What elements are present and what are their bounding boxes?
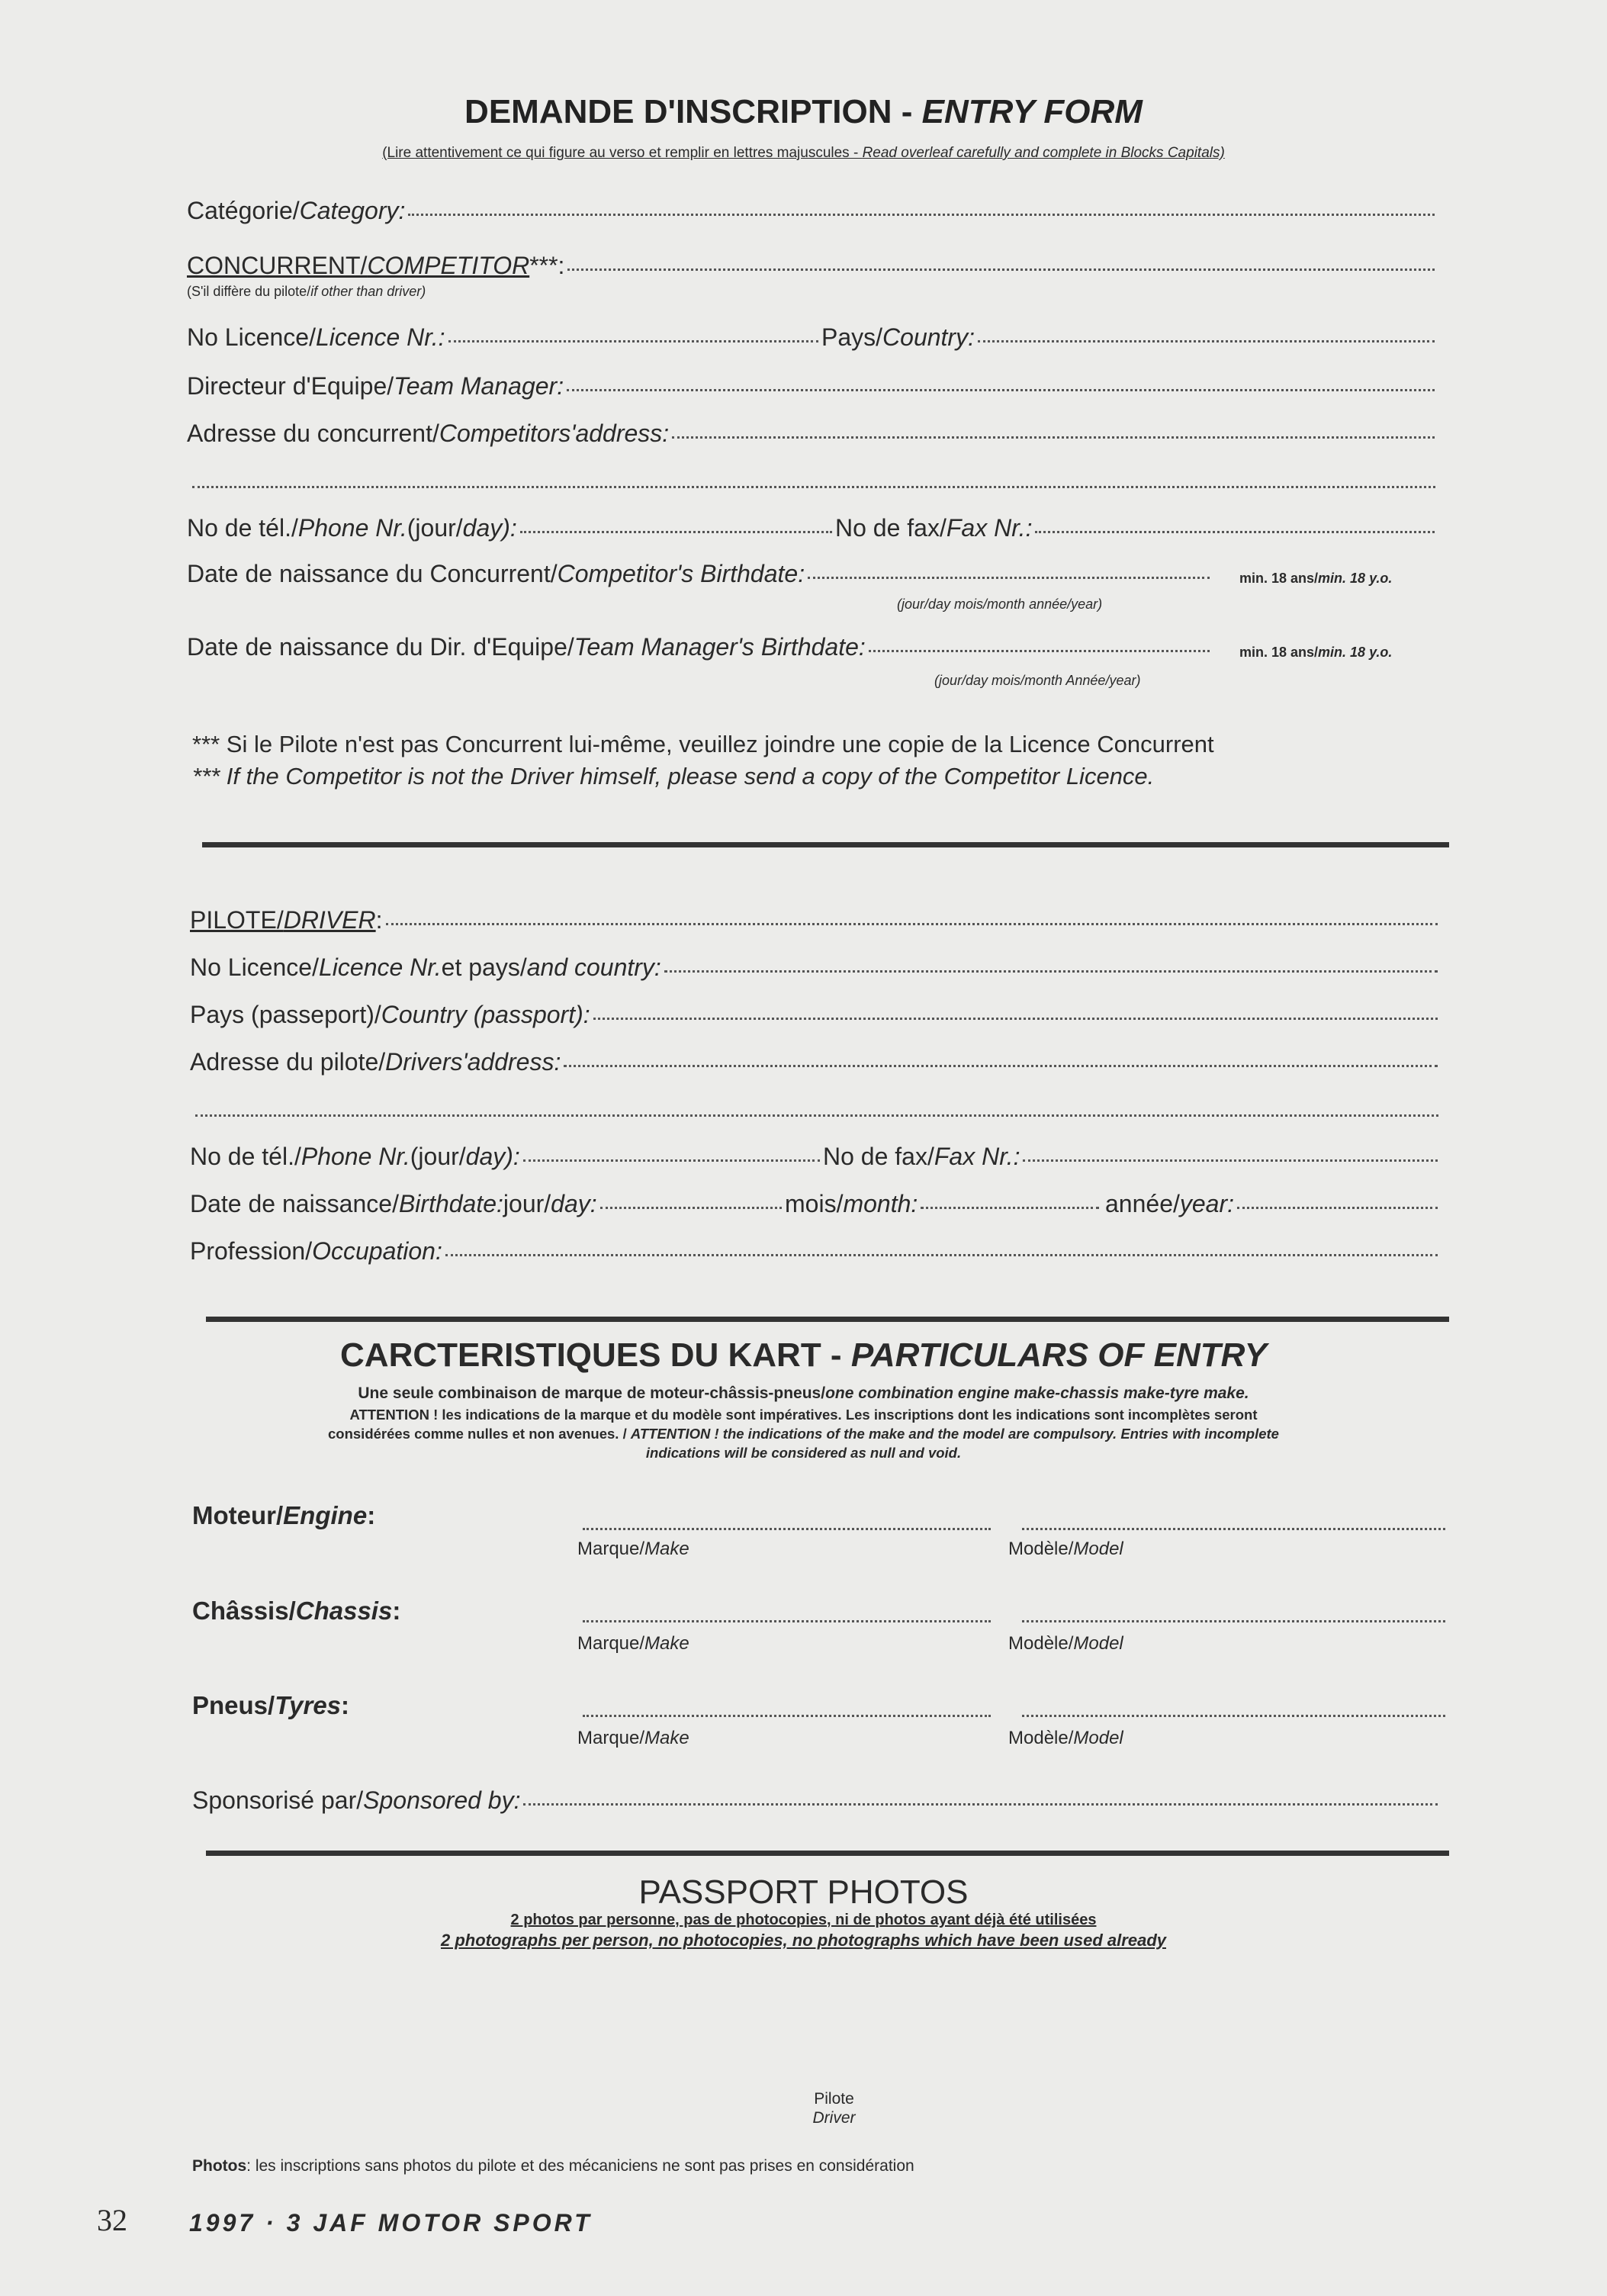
photos-footnote: Photos: les inscriptions sans photos du pilote et des mécaniciens ne sont pas prises en considération	[192, 2157, 914, 2175]
tyres-model-caption: Modèle/Model	[1008, 1728, 1123, 1748]
sponsor-field[interactable]: Sponsorisé par/ Sponsored by:	[192, 1786, 1441, 1815]
competitor-birthdate-input-line[interactable]	[808, 577, 1210, 579]
driver-passport-input-line[interactable]	[593, 1018, 1438, 1020]
chassis-label: Châssis/Chassis:	[192, 1597, 401, 1625]
competitor-address-field[interactable]: Adresse du concurrent/ Competitors'address:	[187, 420, 1438, 448]
manager-birthdate-input-line[interactable]	[869, 650, 1210, 652]
competitor-country-field[interactable]: Pays/ Country:	[821, 323, 1438, 352]
driver-field[interactable]: PILOTE/DRIVER :	[190, 906, 1441, 934]
competitor-licence-field[interactable]: No Licence/ Licence Nr.:	[187, 323, 821, 352]
competitor-phone-field[interactable]: No de tél./ Phone Nr. (jour/ day):	[187, 514, 835, 542]
driver-address-field[interactable]: Adresse du pilote/ Drivers'address:	[190, 1048, 1441, 1076]
chassis-model-input-line[interactable]	[1022, 1620, 1445, 1622]
page-number: 32	[97, 2203, 127, 2237]
kart-rule-line4: indications will be considered as null and void.	[645, 1445, 962, 1461]
competitor-fax-field[interactable]: No de fax/ Fax Nr.:	[835, 514, 1438, 542]
form-title	[0, 93, 1607, 131]
team-manager-input-line[interactable]	[567, 389, 1435, 391]
competitor-input-line[interactable]	[567, 269, 1435, 271]
driver-birthdate-year-field[interactable]: année/ year:	[1105, 1190, 1441, 1218]
competitor-country-input-line[interactable]	[978, 340, 1435, 342]
competitor-fax-input-line[interactable]	[1035, 531, 1435, 533]
competitor-licence-note-fr: *** Si le Pilote n'est pas Concurrent lui-même, veuillez joindre une copie de la Licence Concurrent	[192, 731, 1214, 757]
team-manager-field[interactable]: Directeur d'Equipe/ Team Manager:	[187, 372, 1438, 400]
kart-heading: CARCTERISTIQUES DU KART - PARTICULARS OF ENTRY	[340, 1336, 1267, 1374]
driver-fax-input-line[interactable]	[1023, 1159, 1438, 1162]
competitor-heading: CONCURRENT/COMPETITOR	[187, 252, 530, 279]
engine-make-input-line[interactable]	[583, 1528, 991, 1530]
competitor-birthdate-field[interactable]: Date de naissance du Concurrent/ Competitor's Birthdate:	[187, 560, 1213, 588]
driver-birth-day-input-line[interactable]	[600, 1207, 782, 1209]
competitor-licence-note-en: *** If the Competitor is not the Driver himself, please send a copy of the Competitor Licence.	[192, 763, 1155, 789]
driver-occupation-field[interactable]: Profession/ Occupation:	[190, 1237, 1441, 1265]
competitor-min-age: min. 18 ans/min. 18 y.o.	[1239, 571, 1393, 586]
divider-2	[206, 1317, 1449, 1322]
photo-pilot-label: Pilote	[814, 2090, 854, 2108]
competitor-field[interactable]: CONCURRENT/COMPETITOR ***:	[187, 252, 1438, 280]
manager-min-age: min. 18 ans/min. 18 y.o.	[1239, 645, 1393, 660]
driver-fax-field[interactable]: No de fax/ Fax Nr.:	[823, 1143, 1441, 1171]
divider-3	[206, 1851, 1449, 1856]
competitor-address-input-line[interactable]	[672, 436, 1435, 439]
kart-rule-line2: ATTENTION ! les indications de la marque et du modèle sont impératives. Les inscriptions dont les indications sont incomplètes seront	[349, 1407, 1258, 1423]
competitor-date-format: (jour/day mois/month année/year)	[897, 597, 1103, 612]
driver-licence-input-line[interactable]	[664, 970, 1438, 973]
engine-label: Moteur/Engine:	[192, 1501, 376, 1529]
tyres-make-input-line[interactable]	[583, 1715, 991, 1717]
photos-rule-fr: 2 photos par personne, pas de photocopies, ni de photos ayant déjà été utilisées	[510, 1912, 1097, 1928]
driver-birthdate-month-field[interactable]: mois/ month:	[785, 1190, 1102, 1218]
title-fr: DEMANDE D'INSCRIPTION -	[464, 93, 922, 130]
chassis-make-input-line[interactable]	[583, 1620, 991, 1622]
photo-driver-label: Driver	[812, 2109, 856, 2127]
competitor-licence-input-line[interactable]	[448, 340, 818, 342]
manager-birthdate-field[interactable]: Date de naissance du Dir. d'Equipe/ Team Manager's Birthdate:	[187, 633, 1213, 661]
driver-passport-field[interactable]: Pays (passeport)/ Country (passport):	[190, 1001, 1441, 1029]
driver-heading: PILOTE/DRIVER	[190, 906, 376, 934]
kart-rule-line1: Une seule combinaison de marque de moteur-châssis-pneus/one combination engine make-chassis make-tyre make.	[358, 1384, 1249, 1402]
engine-model-caption: Modèle/Model	[1008, 1539, 1123, 1559]
tyres-make-caption: Marque/Make	[577, 1728, 689, 1748]
manager-date-format: (jour/day mois/month Année/year)	[934, 673, 1141, 688]
divider-1	[202, 842, 1449, 847]
driver-birthdate-day-field[interactable]: Date de naissance/ Birthdate: jour/ day:	[190, 1190, 785, 1218]
form-instructions: (Lire attentivement ce qui figure au verso et remplir en lettres majuscules - Read overleaf carefully and complete in Blocks Capitals)	[382, 145, 1225, 161]
engine-model-input-line[interactable]	[1022, 1528, 1445, 1530]
driver-licence-field[interactable]: No Licence/ Licence Nr. et pays/ and country:	[190, 953, 1441, 982]
engine-make-caption: Marque/Make	[577, 1539, 689, 1559]
chassis-make-caption: Marque/Make	[577, 1633, 689, 1654]
tyres-label: Pneus/Tyres:	[192, 1691, 350, 1719]
competitor-note: (S'il diffère du pilote/if other than driver)	[187, 284, 426, 299]
driver-address-line-2[interactable]	[195, 1114, 1438, 1117]
tyres-model-input-line[interactable]	[1022, 1715, 1445, 1717]
kart-rule-line3: considérées comme nulles et non avenues. / ATTENTION ! the indications of the make and the model are compulsory. Entries with incomplete	[328, 1426, 1279, 1442]
photos-heading: PASSPORT PHOTOS	[638, 1873, 969, 1911]
driver-birth-month-input-line[interactable]	[921, 1207, 1099, 1209]
competitor-phone-input-line[interactable]	[520, 531, 832, 533]
competitor-address-line-2[interactable]	[192, 486, 1435, 488]
driver-phone-field[interactable]: No de tél./ Phone Nr. (jour/ day):	[190, 1143, 823, 1171]
publication-name: 1997 · 3 JAF MOTOR SPORT	[189, 2209, 593, 2237]
driver-address-input-line[interactable]	[564, 1065, 1438, 1067]
driver-input-line[interactable]	[386, 923, 1438, 925]
driver-phone-input-line[interactable]	[523, 1159, 820, 1162]
sponsor-input-line[interactable]	[523, 1803, 1438, 1806]
category-field[interactable]: Catégorie/ Category:	[187, 197, 1438, 225]
driver-birth-year-input-line[interactable]	[1237, 1207, 1438, 1209]
driver-occupation-input-line[interactable]	[445, 1254, 1438, 1256]
chassis-model-caption: Modèle/Model	[1008, 1633, 1123, 1654]
title-en: ENTRY FORM	[921, 93, 1143, 130]
photos-rule-en: 2 photographs per person, no photocopies, no photographs which have been used already	[440, 1931, 1166, 1950]
category-input-line[interactable]	[408, 214, 1435, 216]
